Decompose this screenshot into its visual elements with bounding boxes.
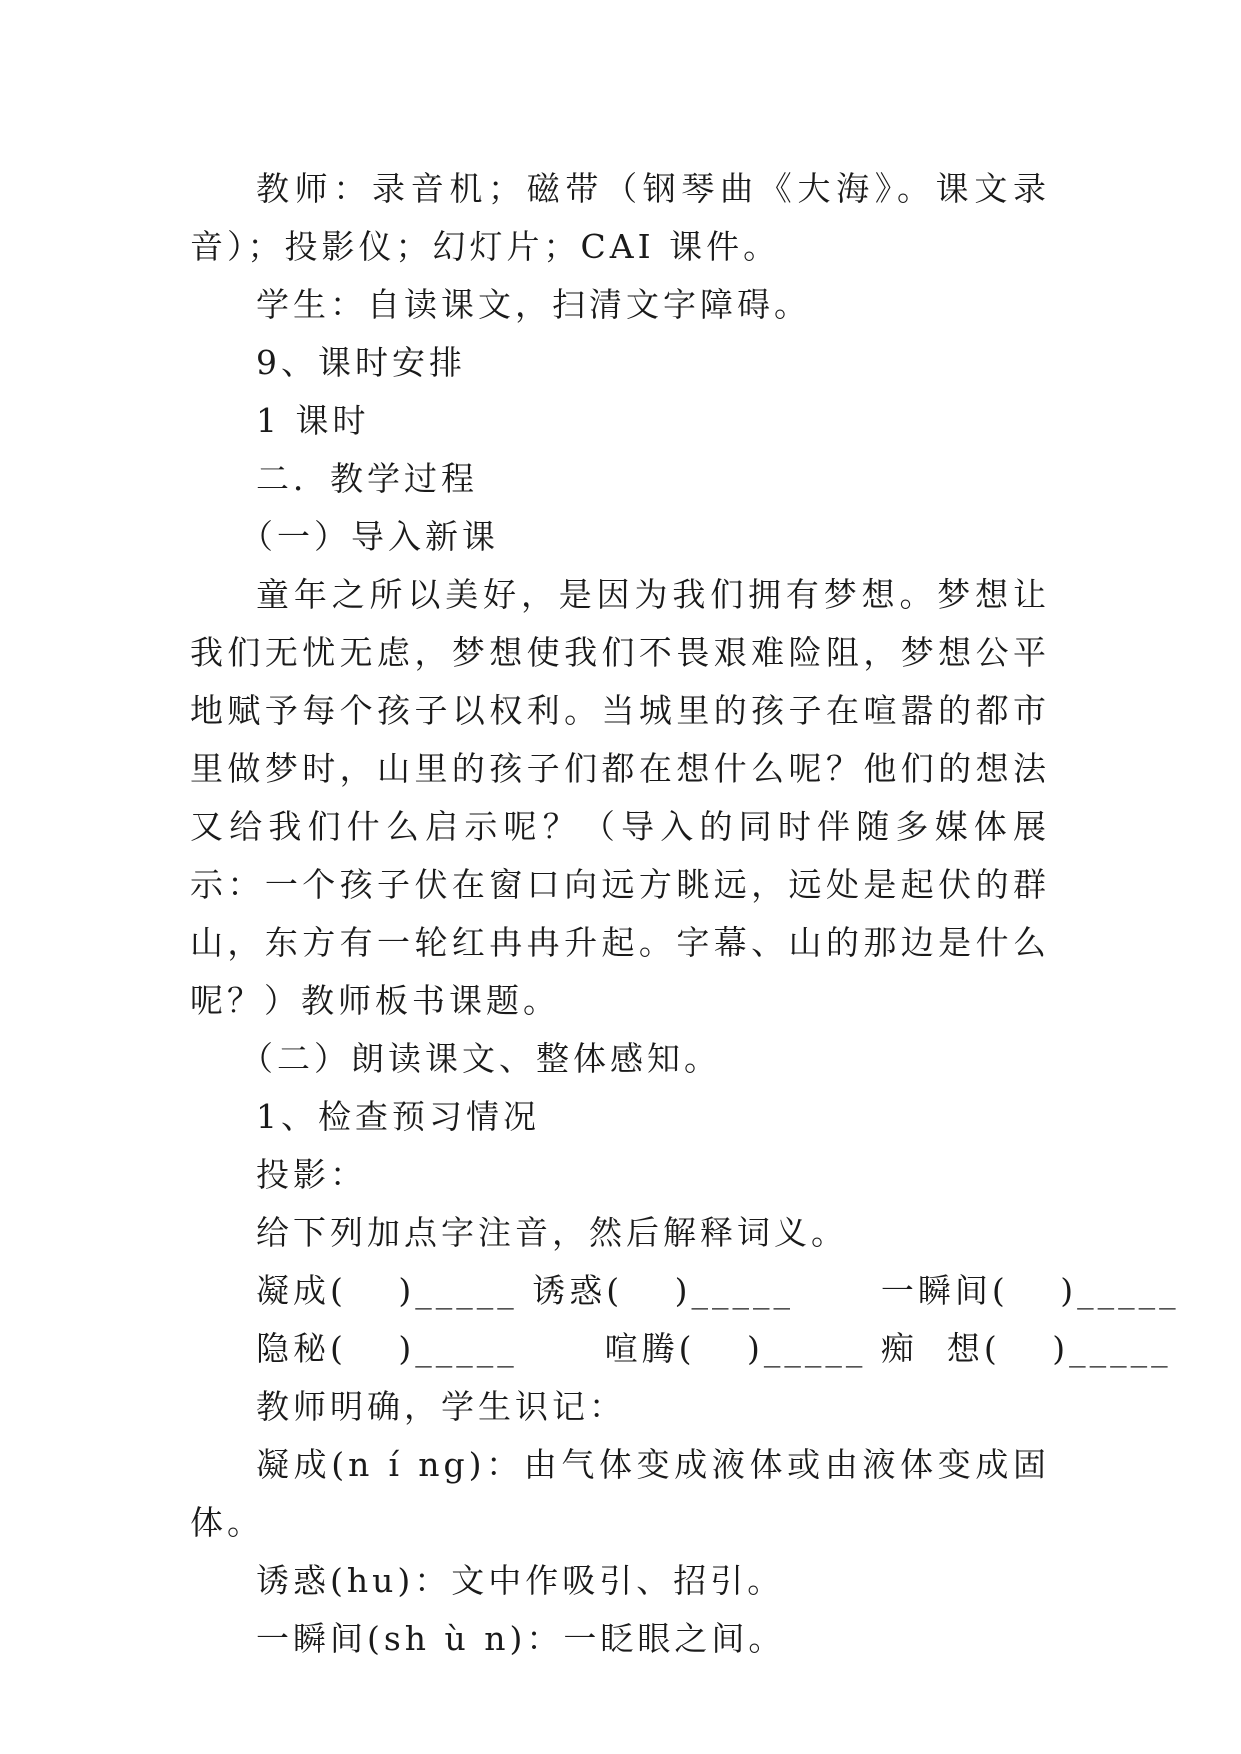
teacher-clarify-line: 教师明确，学生识记： [256, 1387, 626, 1426]
fill-blank-item: 诱惑( )_____ [532, 1271, 809, 1310]
definition-line-1: 凝成(n í ng)：由气体变成液体或由液体变成固体。 [190, 1445, 1050, 1542]
intro-note: （导入的同时伴随多媒体展示：一个孩子伏在窗口向远方眺远，远处是起伏的群山，东方有一轮红冉冉升起。字幕、山的那边是什么呢？）教师板书课题。 [190, 807, 1051, 1020]
fill-blank-item: 喧腾( )_____ [532, 1329, 881, 1368]
schedule-heading: 9、课时安排 [256, 343, 466, 382]
definition-line-3: 一瞬间(sh ù n)：一眨眼之间。 [256, 1619, 786, 1658]
fill-blank-item: 痴 想( )_____ [880, 1329, 1172, 1368]
fill-blank-item: 隐秘( )_____ [256, 1329, 533, 1368]
teacher-tools-line: 教师：录音机；磁带（钢琴曲《大海》。课文录音）；投影仪；幻灯片；CAI 课件。 [190, 169, 1050, 266]
schedule-value: 1 课时 [256, 401, 370, 440]
fill-blank-row-1 [190, 1262, 1180, 1320]
intro-text: 童年之所以美好，是因为我们拥有梦想。梦想让我们无忧无虑，梦想使我们不畏艰难险阻，梦想公平地赋予每个孩子以权利。当城里的孩子在喧嚣的都市里做梦时，山里的孩子们都在想什么呢？他们的想法又给我们什么启示呢？ [190, 575, 1050, 846]
exercise-instruction: 给下列加点字注音，然后解释词义。 [256, 1213, 848, 1252]
section-one-heading: （一）导入新课 [240, 517, 499, 556]
document-page [190, 160, 1180, 1668]
section-two-heading: （二）朗读课文、整体感知。 [240, 1039, 721, 1078]
projection-label: 投影： [256, 1155, 367, 1194]
fill-blank-item: 一瞬间( )_____ [808, 1271, 1180, 1310]
fill-blank-item: 凝成( )_____ [256, 1271, 533, 1310]
fill-blank-row-2 [190, 1320, 1172, 1378]
student-prep-line: 学生：自读课文，扫清文字障碍。 [256, 285, 811, 324]
definition-line-2: 诱惑(hu)：文中作吸引、招引。 [256, 1561, 785, 1600]
check-heading: 1、检查预习情况 [256, 1097, 540, 1136]
intro-paragraph [190, 566, 1050, 1030]
process-heading: 二．教学过程 [256, 459, 478, 498]
